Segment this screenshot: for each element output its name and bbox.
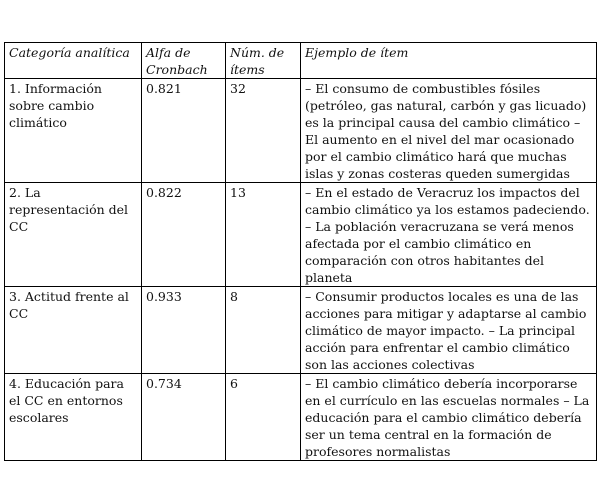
- cell-example: – El consumo de combustibles fósiles (petróleo, gas natural, carbón y gas licuado) es la principal causa del cambio climático – El aumento en el nivel del mar ocasionado por el cambio climático hará que muchas islas y zonas costeras queden sumergidas: [301, 79, 597, 183]
- cell-alpha: 0.822: [142, 183, 226, 287]
- cell-item-count: 32: [226, 79, 301, 183]
- table-row: [5, 183, 597, 287]
- cell-item-count: 6: [226, 374, 301, 461]
- cell-item-count: 8: [226, 287, 301, 374]
- cell-category: 1. Información sobre cambio climático: [5, 79, 142, 183]
- cell-example: – El cambio climático debería incorporarse en el currículo en las escuelas normales – La educación para el cambio climático debería ser un tema central en la formación de profesores normalistas: [301, 374, 597, 461]
- table-row: [5, 79, 597, 183]
- reliability-table: [4, 42, 597, 461]
- header-category: Categoría analítica: [5, 43, 142, 79]
- header-alpha: Alfa de Cronbach: [142, 43, 226, 79]
- cell-example: – Consumir productos locales es una de las acciones para mitigar y adaptarse al cambio climático de mayor impacto. – La principal acción para enfrentar el cambio climático son las acciones colectivas: [301, 287, 597, 374]
- header-item-count: Núm. de ítems: [226, 43, 301, 79]
- cell-category: 4. Educación para el CC en entornos escolares: [5, 374, 142, 461]
- header-example: Ejemplo de ítem: [301, 43, 597, 79]
- cell-alpha: 0.734: [142, 374, 226, 461]
- cell-alpha: 0.821: [142, 79, 226, 183]
- table-row: [5, 374, 597, 461]
- cell-item-count: 13: [226, 183, 301, 287]
- cell-alpha: 0.933: [142, 287, 226, 374]
- table-row: [5, 287, 597, 374]
- cell-example: – En el estado de Veracruz los impactos del cambio climático ya los estamos padeciendo. – La población veracruzana se verá menos afectada por el cambio climático en comparación con otros habitantes del planeta: [301, 183, 597, 287]
- table-header-row: [5, 43, 597, 79]
- cell-category: 2. La representación del CC: [5, 183, 142, 287]
- cell-category: 3. Actitud frente al CC: [5, 287, 142, 374]
